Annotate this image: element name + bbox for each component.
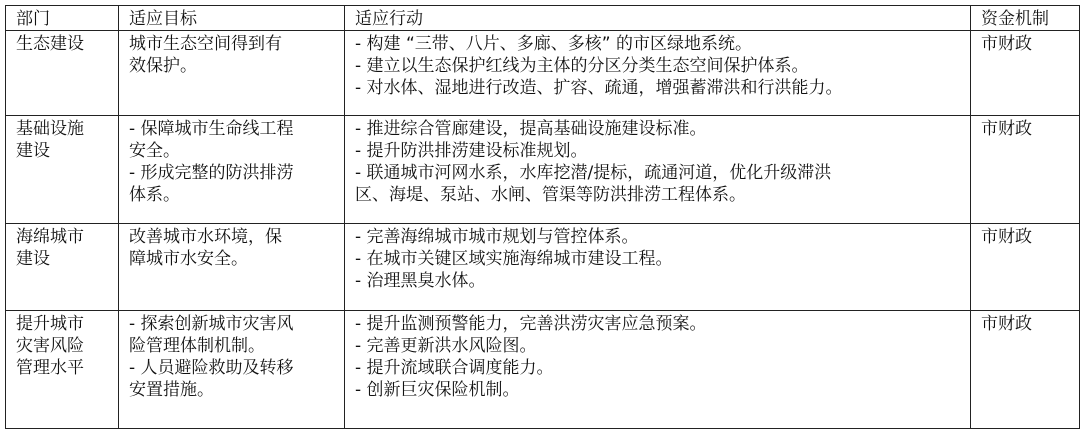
actions-cell-line: - 完善更新洪水风险图。 bbox=[355, 336, 537, 356]
goal-cell-line: 改善城市水环境，保 bbox=[129, 227, 282, 247]
funding-cell-line: 市财政 bbox=[981, 119, 1032, 139]
funding-cell bbox=[971, 311, 1080, 429]
funding-cell bbox=[971, 116, 1080, 224]
table-row bbox=[6, 116, 1080, 224]
dept-cell-line: 灾害风险 bbox=[16, 336, 84, 356]
goal-cell-line: 障城市水安全。 bbox=[129, 249, 248, 269]
actions-cell bbox=[345, 311, 971, 429]
goal-cell bbox=[119, 224, 345, 311]
actions-cell-line: - 构建 “三带、八片、多廊、多核” 的市区绿地系统。 bbox=[355, 34, 752, 54]
funding-cell-line: 市财政 bbox=[981, 227, 1032, 247]
actions-cell bbox=[345, 224, 971, 311]
funding-cell bbox=[971, 31, 1080, 116]
goal-cell-line: 安全。 bbox=[129, 141, 180, 161]
actions-cell-line: - 建立以生态保护红线为主体的分区分类生态空间保护体系。 bbox=[355, 56, 809, 76]
funding-cell bbox=[971, 224, 1080, 311]
goal-cell-line: - 保障城市生命线工程 bbox=[129, 119, 294, 139]
table-row bbox=[6, 31, 1080, 116]
adaptation-table bbox=[5, 5, 1080, 429]
dept-cell bbox=[6, 31, 119, 116]
actions-cell-line: - 创新巨灾保险机制。 bbox=[355, 380, 520, 400]
dept-cell-line: 生态建设 bbox=[16, 34, 84, 54]
actions-cell-line: - 推进综合管廊建设，提高基础设施建设标准。 bbox=[355, 119, 707, 139]
actions-cell-line: - 提升流域联合调度能力。 bbox=[355, 358, 554, 378]
funding-cell-line: 市财政 bbox=[981, 34, 1032, 54]
goal-cell-line: 效保护。 bbox=[129, 56, 197, 76]
dept-cell bbox=[6, 311, 119, 429]
actions-cell-line: - 提升防洪排涝建设标准规划。 bbox=[355, 141, 588, 161]
actions-cell-line: - 对水体、湿地进行改造、扩容、疏通，增强蓄滞洪和行洪能力。 bbox=[355, 78, 843, 98]
funding-cell-line: 市财政 bbox=[981, 314, 1032, 334]
actions-cell-line: - 联通城市河网水系，水库挖潜/提标，疏通河道，优化升级滞洪 bbox=[355, 163, 832, 183]
goal-cell bbox=[119, 311, 345, 429]
goal-cell bbox=[119, 31, 345, 116]
goal-cell-line: - 人员避险救助及转移 bbox=[129, 358, 294, 378]
dept-cell-line: 海绵城市 bbox=[16, 227, 84, 247]
dept-cell bbox=[6, 224, 119, 311]
dept-cell bbox=[6, 116, 119, 224]
goal-cell-line: - 探索创新城市灾害风 bbox=[129, 314, 294, 334]
goal-cell-line: 险管理体制机制。 bbox=[129, 336, 265, 356]
actions-cell-line: - 在城市关键区域实施海绵城市建设工程。 bbox=[355, 249, 673, 269]
actions-cell-line: - 完善海绵城市城市规划与管控体系。 bbox=[355, 227, 639, 247]
header-funding: 资金机制 bbox=[971, 6, 1080, 31]
table-header-row bbox=[6, 6, 1080, 31]
dept-cell-line: 建设 bbox=[16, 249, 50, 269]
goal-cell-line: 体系。 bbox=[129, 185, 180, 205]
actions-cell-line: - 提升监测预警能力，完善洪涝灾害应急预案。 bbox=[355, 314, 707, 334]
dept-cell-line: 提升城市 bbox=[16, 314, 84, 334]
dept-cell-line: 基础设施 bbox=[16, 119, 84, 139]
header-actions: 适应行动 bbox=[345, 6, 971, 31]
goal-cell-line: 城市生态空间得到有 bbox=[129, 34, 282, 54]
actions-cell-line: 区、海堤、泵站、水闸、管渠等防洪排涝工程体系。 bbox=[355, 185, 746, 205]
actions-cell bbox=[345, 116, 971, 224]
goal-cell-line: 安置措施。 bbox=[129, 380, 214, 400]
dept-cell-line: 管理水平 bbox=[16, 358, 84, 378]
actions-cell bbox=[345, 31, 971, 116]
dept-cell-line: 建设 bbox=[16, 141, 50, 161]
table-row bbox=[6, 311, 1080, 429]
header-goal: 适应目标 bbox=[119, 6, 345, 31]
header-dept: 部门 bbox=[6, 6, 119, 31]
actions-cell-line: - 治理黑臭水体。 bbox=[355, 271, 486, 291]
table-row bbox=[6, 224, 1080, 311]
goal-cell-line: - 形成完整的防洪排涝 bbox=[129, 163, 294, 183]
goal-cell bbox=[119, 116, 345, 224]
